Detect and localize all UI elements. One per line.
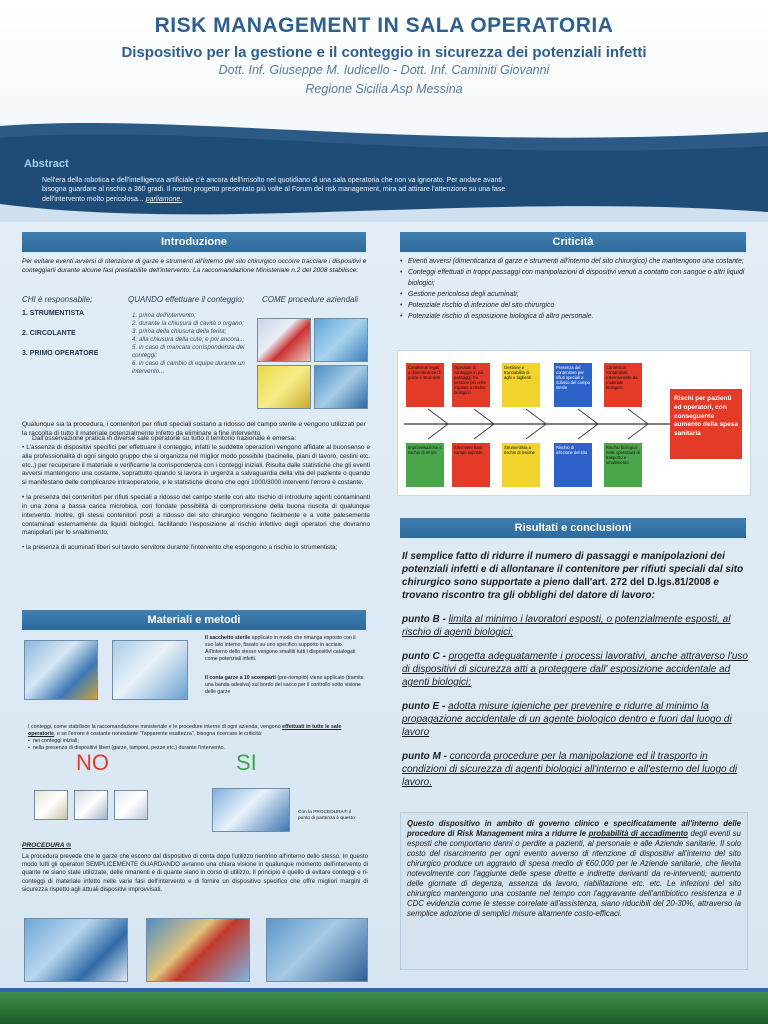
intro-bullets	[22, 444, 370, 559]
abstract-text	[42, 176, 512, 204]
fishbone-cause: Contenitori legati a dimenticanze di garze e strumenti	[406, 363, 444, 407]
materials-desc-2: Il conta garze a 10 scomparti (pre-riempito) viene applicato (tramite una banda adesiva) sul bordo del sacco per il controllo sotto visione delle garze	[205, 675, 364, 696]
abstract-link[interactable]: parliamone.	[145, 195, 183, 203]
procedure-photo-2	[314, 318, 368, 362]
fishbone-cause: Gestione e tracciabilità di aghi e taglienti	[502, 363, 540, 407]
intro-bullet: • L'assenza di dispositivi specifici per effettuare il conteggio, infatti le suddette operazioni vengono affidate al buonsenso e alla professionalità di ogni singolo gruppo che si organizza nel miglior modo possibile (bacinelle, piani di lavoro, cestini etc. etc.,) per recuperare il materiale e verificarne la corrispondenza con i conteggi iniziali. Risulta dalle statistiche che gli eventi avversi mantengono una costante, soprattutto quando si lavora in urgenza a salvaguardia della vita del paziente o quando si manifestano delle complicanze intraoperatorie, e le statistiche dicono che ogni 1000/3000 interventi l'errore è costante.	[22, 444, 370, 487]
no-photo-1	[34, 790, 68, 820]
quando-item: 6. in caso di cambio di equipe durante un intervento...	[132, 360, 245, 376]
si-label: SI	[236, 750, 257, 775]
intro-para-1: Qualunque sia la procedura, i contenitori per rifiuti speciali sostano a ridosso del campo sterile e vengono utilizzati per la raccolta di tutto il materiale potenzialmente infetto da eliminare a fine intervento	[22, 421, 366, 437]
procedure-photo-1	[257, 318, 311, 362]
quando-heading: QUANDO effettuare il conteggio;	[128, 295, 245, 304]
note-item: • nei conteggi iniziali;	[28, 738, 79, 745]
criticita-item: • Potenziale rischio di infezione del sito chirurgico	[400, 300, 746, 311]
procedure-photo-3	[257, 365, 311, 409]
fishbone-cause: Operatori di conteggio in più passaggi, fra persone più volte esposte a rischio biologico	[452, 363, 490, 407]
quando-item: 2. durante la chiusura di cavità o organo;	[132, 320, 244, 328]
fishbone-effect: Rischio biologico nelle operazioni di trasporto e smaltimento	[604, 443, 642, 487]
poster-subtitle: Dispositivo per la gestione e il conteggio in sicurezza dei potenziali infetti	[121, 44, 647, 61]
fishbone-diagram	[397, 350, 751, 496]
materials-heading: Materiali e metodi	[22, 610, 366, 630]
poster-region: Regione Sicilia Asp Messina	[305, 82, 463, 96]
intro-text: Per evitare eventi avversi di ritenzione di garze e strumenti all'interno del sito chirurgico occorre tracciare i dispositivi e conteggiarli durante alcune fasi prestabilite dell'intervento. La raccomandazione Ministeriale n.2 del 2008 stabilisce:	[22, 258, 367, 274]
quando-item: 4. alla chiusura della cute; e poi ancora...	[132, 336, 245, 344]
note-item: • nella presenza di dispositivi liberi (garze, tamponi, pezze etc.) durante l'intervento.	[28, 745, 225, 752]
criticita-item: • Conteggi effettuati in troppi passaggi con manipolazioni di dispositivi venuti a contatto con sangue o altri liquidi biologici;	[400, 267, 746, 289]
device-photo-1	[24, 640, 98, 700]
criticita-item: • Gestione pericolosa degli acuminati;	[400, 289, 746, 300]
header-wave	[0, 112, 768, 232]
device-photo-2	[112, 640, 188, 700]
fishbone-outcome: Rischi per pazienti ed operatori, con conseguente aumento della spesa sanitaria	[670, 389, 742, 459]
criticita-item: • Potenziale rischio di esposizione biologica di altro personale.	[400, 311, 746, 322]
abstract-body: Nell'era della robotica e dell'intelligenza artificiale c'è ancora dell'irrisolto nel quotidiano di una sala operatoria che non va ignorato. Per andare avanti bisogna guardare al rischio a 360 gradi. Il nostro progetto presentato più volte al Forum del risk management, mira ad attirare l'attenzione su una fase dell'intervento molto pericolosa...	[42, 177, 506, 203]
fishbone-effect: Infermiere fuori campo esposto	[452, 443, 490, 487]
intro-bullet: • la presenza di acuminati liberi sul tavolo servitore durante l'intervento che espongono a rischio lo strumentista;	[22, 544, 338, 552]
materials-desc-1: Il sacchetto sterile applicato in modo che rimanga esposto con il suo lato interno, fissato su uno specifico supporto in acciaio. All'interno dello stesso vengono smaltiti tutti i dispositivi catalogati come potenziali infetti.	[205, 635, 356, 663]
intro-bullet: • la presenza dei contenitori per rifiuti speciali a ridosso del campo sterile con alto rischio di introdurre agenti contaminanti in una zona a bassa carica microbica, con fondate possibilità di compromissione della buona riuscita di qualunque intervento. Inoltre, gli stessi contenitori posti a ridosso del sito chirurgico vengono facilmente e a volte palesemente contaminati esternamente da liquidi biologici, facilitando l'esposizione al rischio infettivo degli operatori che dovranno manipolarli per lo smaltimento;	[22, 494, 370, 537]
procedure-photo-4	[314, 365, 368, 409]
fishbone-effect: Rischio di infezione del sito	[554, 443, 592, 487]
si-caption: Con la PROCEDURA® il punto di partenza è questo	[298, 810, 355, 822]
results-point-m: punto M - concorda procedure per la manipolazione ed il trasporto in condizioni di sicurezza di agenti biologici all'interno e all'esterno del luogo di lavoro.	[402, 751, 738, 788]
si-photo	[212, 788, 290, 832]
criticita-list	[400, 256, 746, 322]
fishbone-cause: Presenza del contenitore per rifiuti speciali a ridosso del campo sterile	[554, 363, 592, 407]
intro-para-2: Dall'osservazione pratica in diverse sale operatorie su tutto il territorio nazionale è emersa:	[32, 435, 297, 442]
results-point-e: punto E - adotta misure igieniche per prevenire e ridurre al minimo la propagazione accidentale di un agente biologico dentro e fuori dal luogo di lavoro	[402, 701, 732, 738]
no-photo-2	[74, 790, 108, 820]
quando-item: 3. prima della chiusura della ferita;	[132, 328, 227, 336]
poster-title: RISK MANAGEMENT IN SALA OPERATORIA	[154, 14, 614, 37]
fishbone-cause: Contenitori contaminati esternamente da materiale biologico	[604, 363, 642, 407]
footer-band	[0, 992, 768, 1024]
chi-item: 3. PRIMO OPERATORE	[22, 350, 99, 357]
procedure-heading: PROCEDURA ®	[22, 842, 71, 849]
abstract-heading: Abstract	[24, 158, 69, 170]
poster-authors: Dott. Inf. Giuseppe M. Iudicello - Dott. Inf. Caminiti Giovanni	[218, 63, 550, 77]
chi-list	[22, 310, 122, 370]
results-text	[402, 550, 748, 800]
fishbone-effect: Improvvisazione e rischio di errore	[406, 443, 444, 487]
results-heading: Risultati e conclusioni	[400, 518, 746, 538]
results-intro: Il semplice fatto di ridurre il numero di passaggi e manipolazioni dei potenziali infetti e di allontanare il contenitore per rifiuti speciali dal sito chirurgico sono supportate a pieno dall'art. 272 del D.lgs.81/2008 e trovano riscontro tra gli obblighi del datore di lavoro:	[402, 551, 744, 601]
results-point-c: punto C - progetta adeguatamente i processi lavorativi, anche attraverso l'uso di dispositivi di sicurezza atti a proteggere dall' esposizione accidentale ad agenti biologici;	[402, 651, 748, 688]
come-heading: COME procedure aziendali	[262, 295, 359, 304]
conclusion-box: Questo dispositivo in ambito di governo clinico e specificatamente all'interno delle procedure di Risk Management mira a ridurre le probabilità di accadimento degli eventi su esposti che comportano danni o perdite a pazienti, al personale e alle Aziende sanitarie. Il solo costo del risarcimento per ogni evento avverso di ritenzione di dispositivi all'interno del sito chirurgico produce un aggravio di spesa medio di €60.000 per le Aziende sanitarie, che lievita notevolmente con l'aggiunte delle spese dirette e indirette derivanti da re-interventi, aumento delle giornate di degenza, assenza da lavoro, riabilitazione etc. etc. Le infezioni del sito chirurgico mantengono una costante nel tempo con l'aggravante dell'antibiotico resistenza e il CDC evidenzia come le stesse correlate all'assistenza, siano riducibili del 20-30%, attraverso la semplice adozione di semplici misure altamente costo-efficaci.	[400, 812, 748, 970]
criticita-heading: Criticità	[400, 232, 746, 252]
criticita-item: • Eventi avversi (dimenticanza di garze e strumenti all'interno del sito chirurgico) che mantengono una costante;	[400, 256, 746, 267]
procedure-photo-a	[24, 918, 128, 982]
no-label: NO	[76, 750, 109, 775]
chi-heading: CHI è responsabile;	[22, 295, 93, 304]
quando-item: 5. in caso di mancata corrispondenza dei conteggi;	[132, 344, 245, 360]
procedure-text: La procedura prevede che le garze che escono dal dispositivo di conta dopo l'utilizzo rientrino all'interno dello stesso. In questo modo tutti gli operatori SEMPLICEMENTE GUARDANDO avranno una chiara visione in qualunque momento dell'intervento di quante ne siano state utilizzate, delle rimanenti e di quante siano in corso di utilizzo. Il principio è quello di evitare conteggi e ri-conteggi di materiale infetto nelle varie fasi dell'intervento e di fornire un dispositivo specifico che offre migliori margini di sicurezza rispetto agli attuali dispositivi improvvisati.	[22, 853, 368, 893]
no-photo-3	[114, 790, 148, 820]
materials-note: I conteggi, come stabilisce la raccomandazione ministeriale e le procedure interne di ogni azienda, vengono effettuati in tutte le sale operatorie, e se l'errore è costante nonostante "l'apparente esattezza", bisogna ricercare le criticità: • nei conteggi iniziali; • nella presenza di dispositivi liberi (garze, tamponi, pezze etc.) durante l'intervento.	[28, 724, 366, 753]
quando-item: 1. prima dell'intervento;	[132, 312, 196, 319]
results-point-b: punto B - limita al minimo i lavoratori esposti, o potenzialmente esposti, al rischio di agenti biologici;	[402, 614, 731, 638]
procedure-photo-c	[266, 918, 368, 982]
procedure-photo-b	[146, 918, 250, 982]
fishbone-effect: Strumentista a rischio di lesione	[502, 443, 540, 487]
chi-item: 2. CIRCOLANTE	[22, 330, 76, 337]
quando-list	[132, 312, 252, 377]
chi-item: 1. STRUMENTISTA	[22, 310, 85, 317]
intro-heading: Introduzione	[22, 232, 366, 252]
